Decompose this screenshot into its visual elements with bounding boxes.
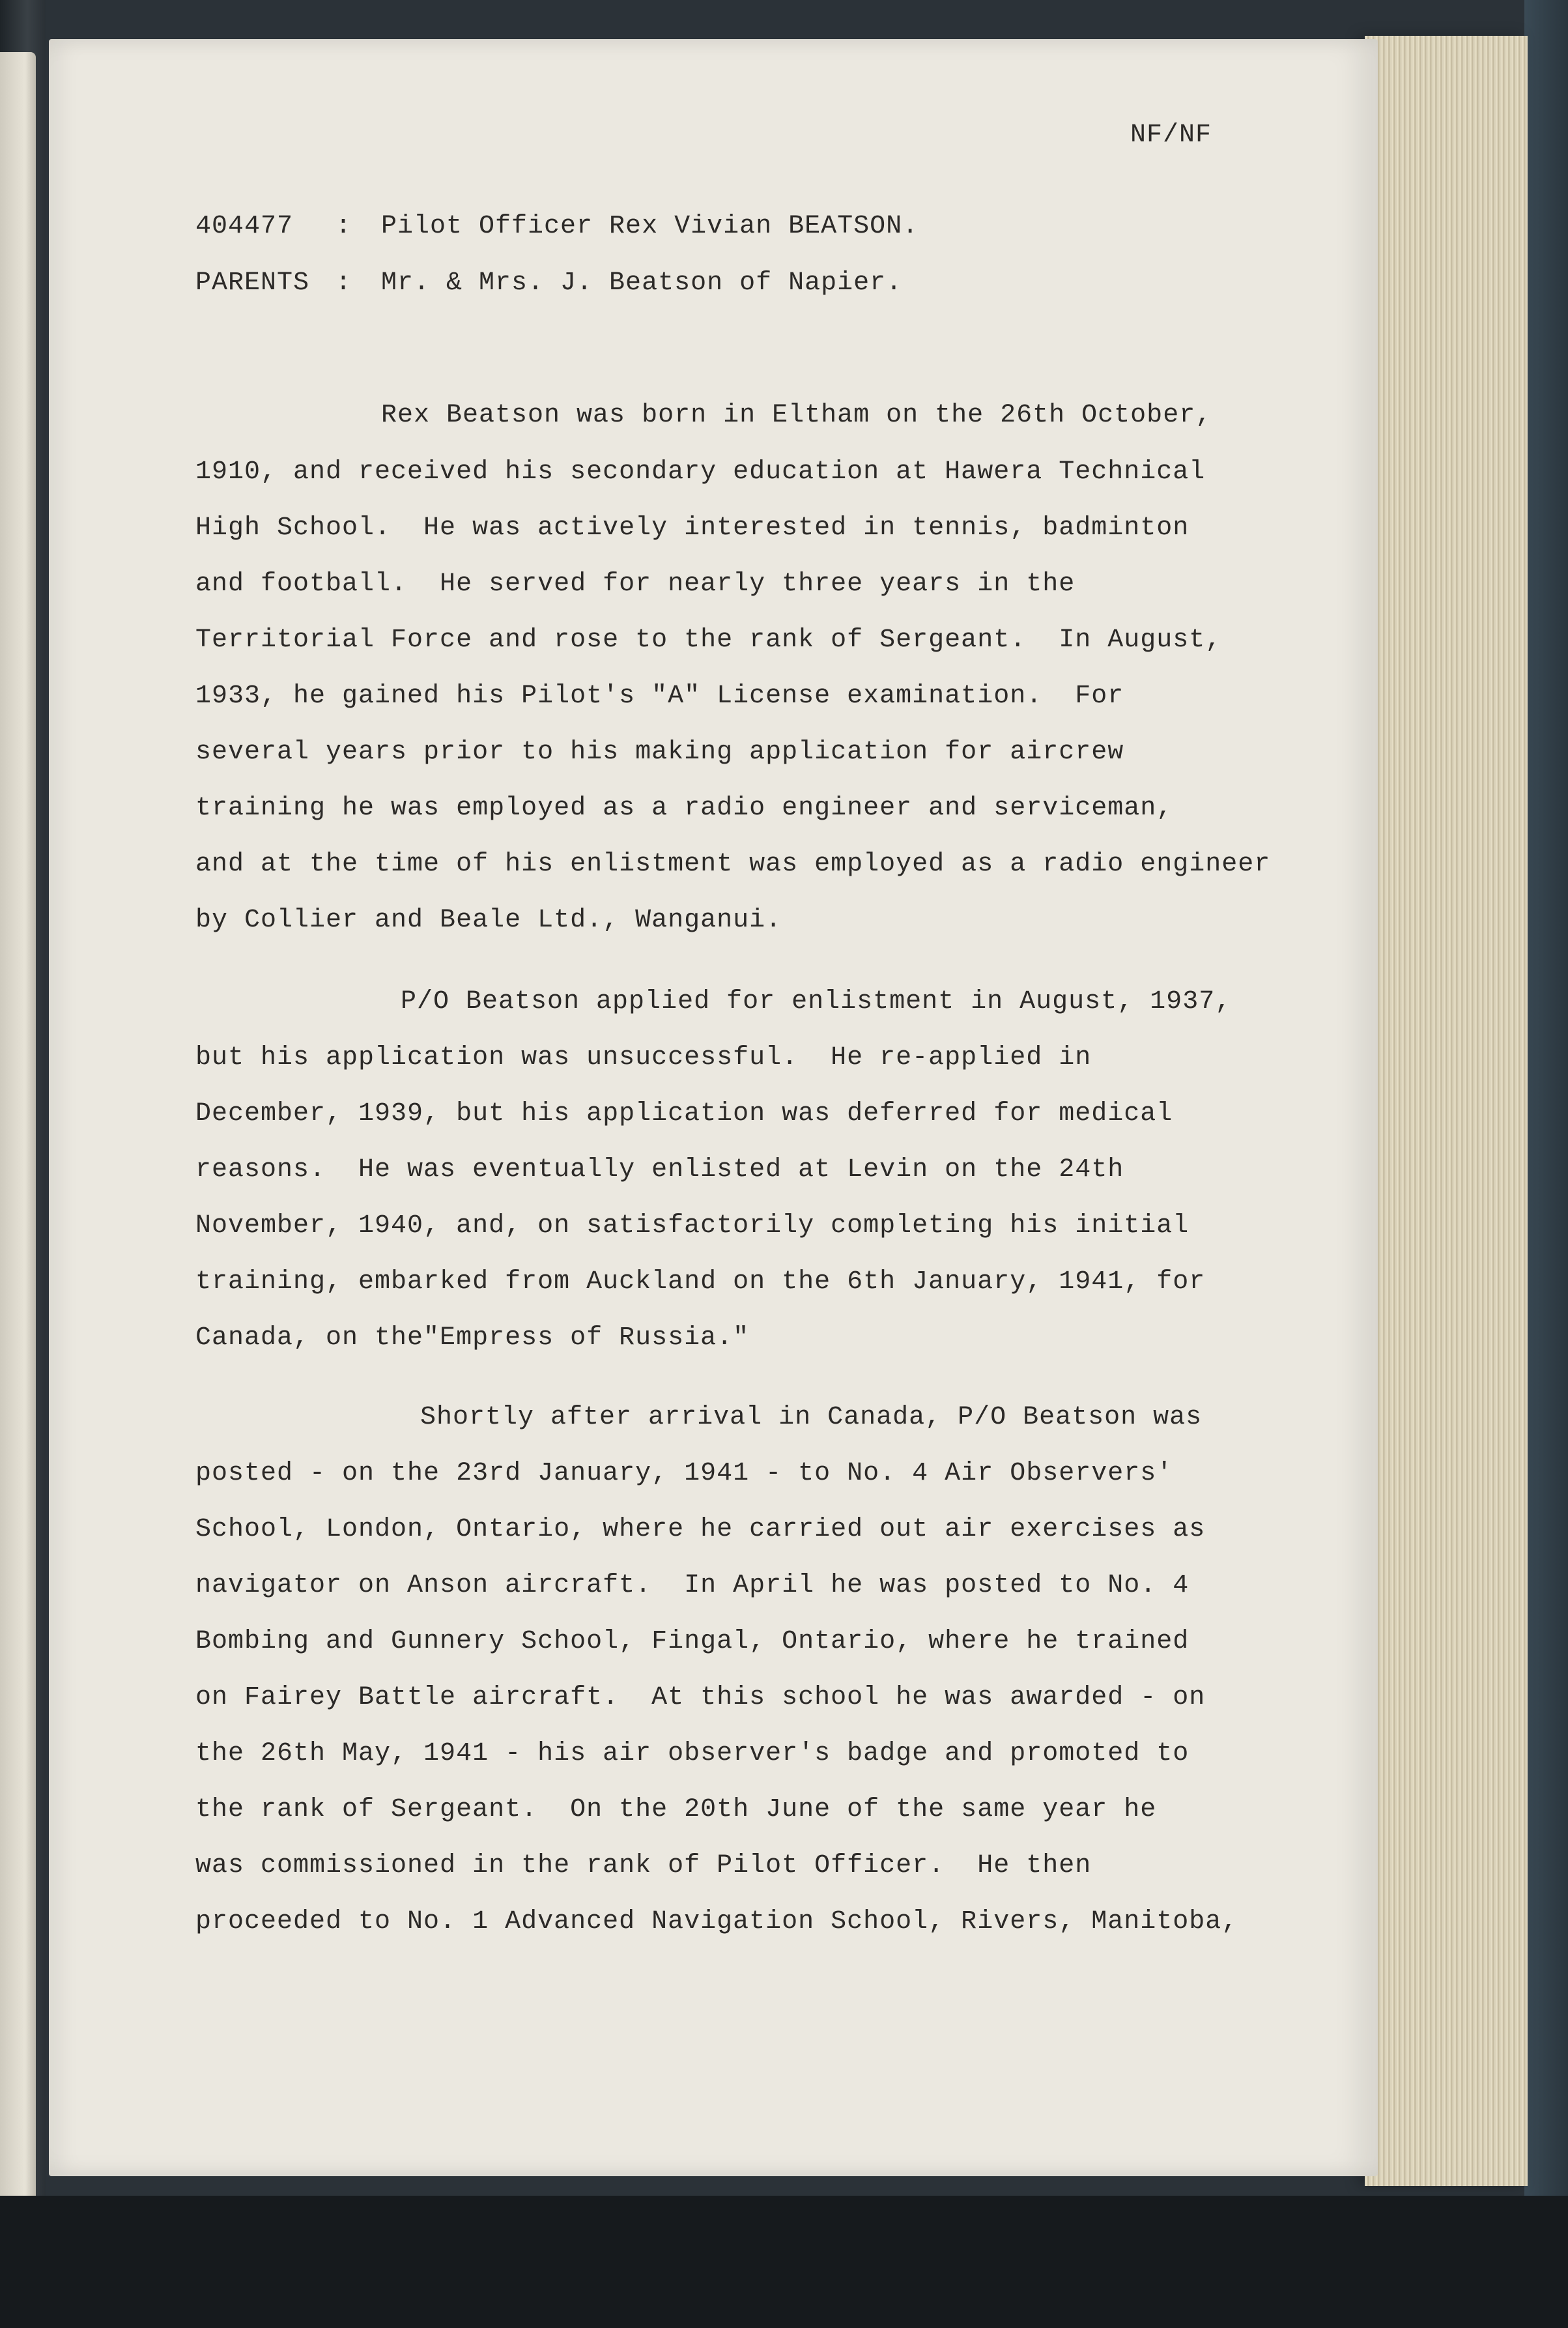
left-page-edge: [0, 52, 36, 2215]
text-line: proceeded to No. 1 Advanced Navigation School, Rivers, Manitoba,: [195, 1907, 1238, 1936]
text-line: High School. He was actively interested in tennis, badminton: [195, 513, 1190, 543]
text-line: the 26th May, 1941 - his air observer's badge and promoted to: [195, 1739, 1190, 1768]
text-line: reasons. He was eventually enlisted at Levin on the 24th: [195, 1155, 1124, 1185]
parents-value: Mr. & Mrs. J. Beatson of Napier.: [381, 268, 903, 298]
text-line: Territorial Force and rose to the rank of Sergeant. In August,: [195, 625, 1222, 655]
page-stack-edge: [1365, 36, 1528, 2186]
text-line: on Fairey Battle aircraft. At this school he was awarded - on: [195, 1683, 1206, 1712]
text-line: navigator on Anson aircraft. In April he was posted to No. 4: [195, 1571, 1190, 1600]
text-line: training, embarked from Auckland on the 6th January, 1941, for: [195, 1267, 1206, 1297]
text-line: training he was employed as a radio engineer and serviceman,: [195, 794, 1173, 823]
parents-label: PARENTS: [195, 268, 310, 298]
text-line: November, 1940, and, on satisfactorily completing his initial: [195, 1211, 1190, 1241]
text-line: 1933, he gained his Pilot's "A" License examination. For: [195, 682, 1124, 711]
text-line: 1910, and received his secondary education at Hawera Technical: [195, 457, 1206, 487]
text-line: December, 1939, but his application was deferred for medical: [195, 1099, 1173, 1128]
heading-separator: :: [335, 212, 352, 241]
document-page: [49, 39, 1378, 2176]
text-line: School, London, Ontario, where he carried out air exercises as: [195, 1515, 1206, 1544]
book-binding-right: [1524, 0, 1568, 2328]
text-line: P/O Beatson applied for enlistment in August, 1937,: [401, 987, 1232, 1016]
text-line: Bombing and Gunnery School, Fingal, Ontario, where he trained: [195, 1627, 1190, 1656]
text-line: but his application was unsuccessful. He re-applied in: [195, 1043, 1092, 1072]
text-line: by Collier and Beale Ltd., Wanganui.: [195, 906, 782, 935]
text-line: and football. He served for nearly three years in the: [195, 569, 1076, 599]
text-line: Canada, on the"Empress of Russia.": [195, 1323, 750, 1353]
service-number: 404477: [195, 212, 294, 241]
text-line: was commissioned in the rank of Pilot Officer. He then: [195, 1851, 1092, 1880]
text-line: several years prior to his making application for aircrew: [195, 738, 1124, 767]
text-line: and at the time of his enlistment was employed as a radio engineer: [195, 850, 1271, 879]
text-line: Rex Beatson was born in Eltham on the 26th October,: [381, 401, 1212, 430]
text-line: the rank of Sergeant. On the 20th June of the same year he: [195, 1795, 1157, 1824]
officer-name: Pilot Officer Rex Vivian BEATSON.: [381, 212, 919, 241]
document-reference: NF/NF: [1130, 121, 1212, 150]
book-binding-bottom: [0, 2196, 1568, 2328]
parents-separator: :: [335, 268, 352, 298]
text-line: posted - on the 23rd January, 1941 - to No. 4 Air Observers': [195, 1459, 1173, 1488]
text-line: Shortly after arrival in Canada, P/O Beatson was: [420, 1403, 1203, 1432]
